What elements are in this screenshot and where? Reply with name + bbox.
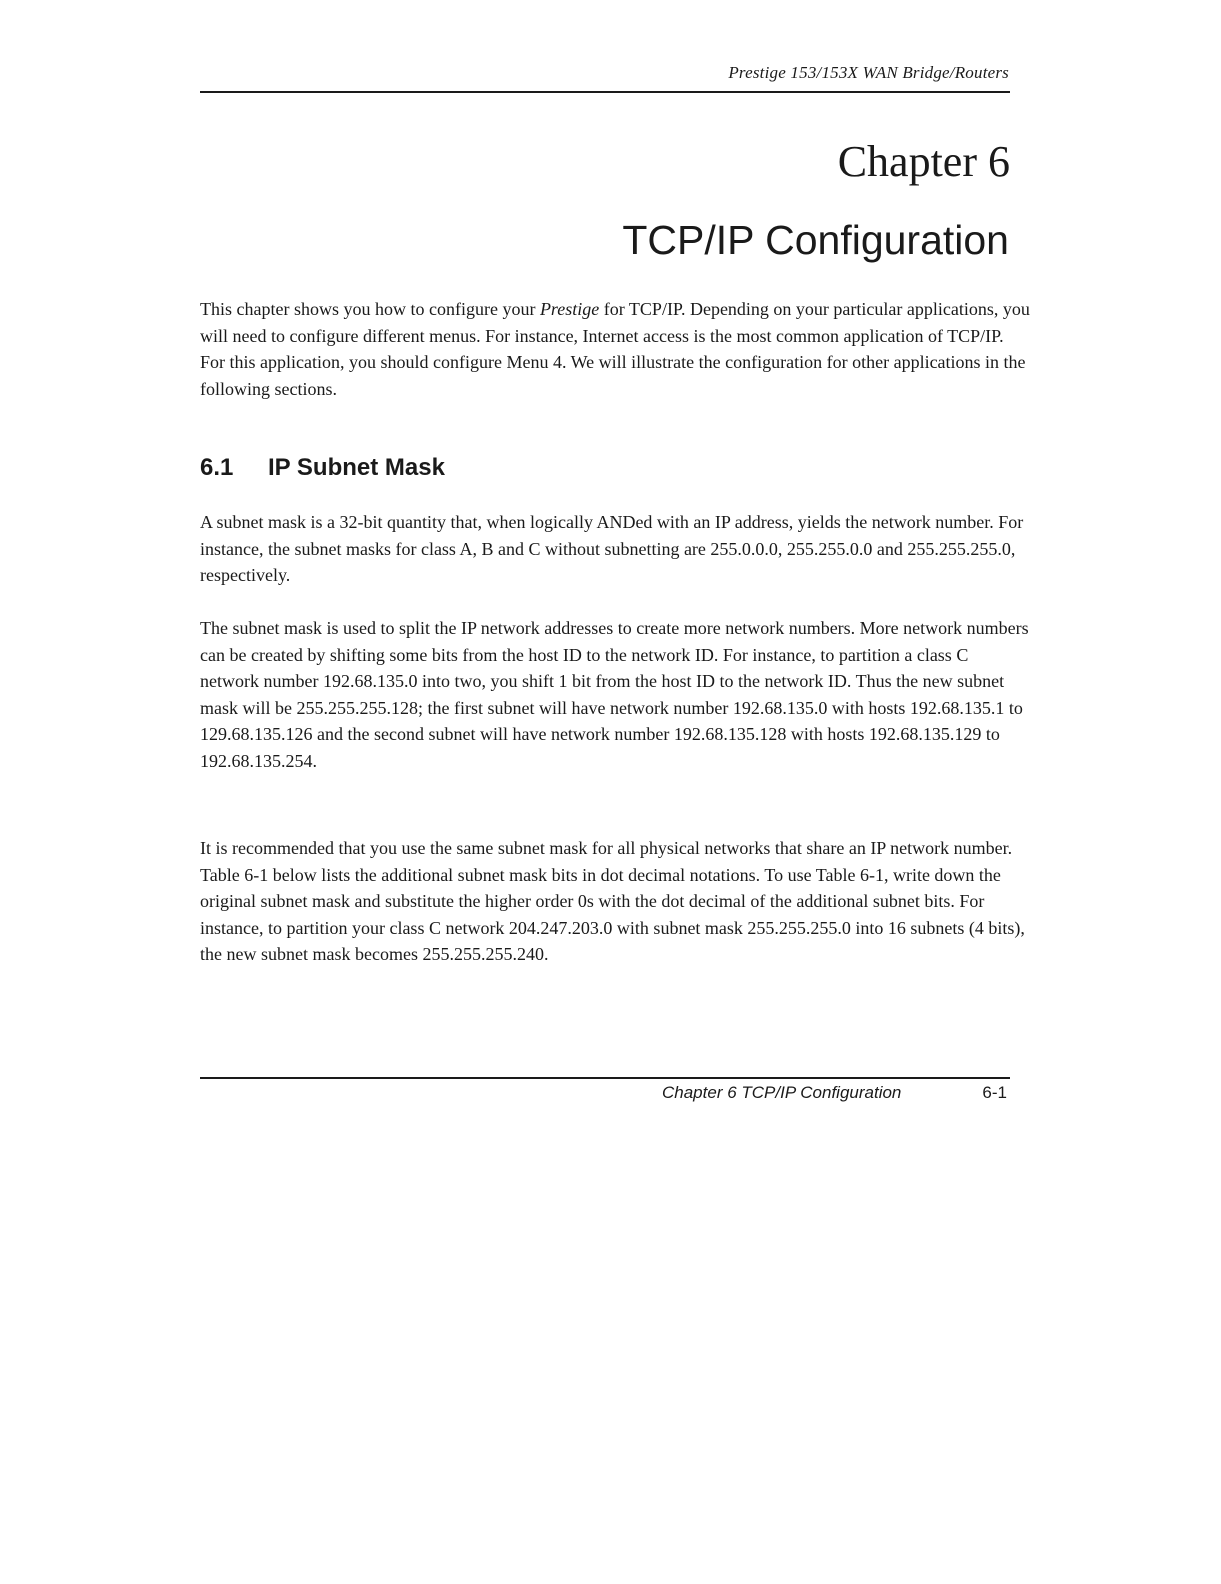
section-title: IP Subnet Mask <box>268 454 445 481</box>
paragraph-text: The subnet mask is used to split the IP network addresses to create more network numbers. More network numbers can be created by shifting some bits from the host ID to the network ID. For instance, to partition a class C network number 192.68.135.0 into two, you shift 1 bit from the host ID to the network ID. Thus the new subnet mask will be 255.255.255.128; the first subnet will have network number 192.68.135.0 with hosts 192.68.135.1 to 129.68.135.126 and the second subnet will have network number 192.68.135.128 with hosts 192.68.135.129 to 192.68.135.254. <box>200 618 1029 771</box>
intro-text-part1: This chapter shows you how to configure your <box>200 299 540 319</box>
paragraph-text: A subnet mask is a 32-bit quantity that, when logically ANDed with an IP address, yields the network number. For instance, the subnet masks for class A, B and C without subnetting are 255.0.0.0, 255.255.0.0 and 255.255.255.0, respectively. <box>200 512 1024 585</box>
page-number: 6-1 <box>982 1083 1007 1102</box>
intro-product-name: Prestige <box>539 299 600 319</box>
subnet-paragraph-3 <box>200 835 1030 968</box>
chapter-title: TCP/IP Configuration <box>622 217 1009 263</box>
subnet-paragraph-1 <box>200 509 1030 589</box>
section-number: 6.1 <box>200 454 234 481</box>
section-heading <box>200 456 445 480</box>
intro-text-part2: for TCP/IP. Depending on your particular applications, you will need to configure different menus. For instance, Internet access is the most common application of TCP/IP. For this application, you should configure Menu 4. We will illustrate the configuration for other applications in the following sections. <box>200 299 1030 399</box>
subnet-paragraph-2 <box>200 615 1030 774</box>
header-divider <box>200 91 1010 93</box>
intro-paragraph <box>200 296 1030 402</box>
chapter-label: Chapter 6 <box>837 137 1010 186</box>
footer-chapter-ref: Chapter 6 TCP/IP Configuration <box>662 1083 902 1102</box>
paragraph-text: It is recommended that you use the same subnet mask for all physical networks that share an IP network number. Table 6-1 below lists the additional subnet mask bits in dot decimal notations. To use Table 6-1, write down the original subnet mask and substitute the higher order 0s with the dot decimal of the additional subnet bits. For instance, to partition your class C network 204.247.203.0 with subnet mask 255.255.255.0 into 16 subnets (4 bits), the new subnet mask becomes 255.255.255.240. <box>200 838 1025 964</box>
running-header: Prestige 153/153X WAN Bridge/Routers <box>728 63 1009 82</box>
footer-divider <box>200 1077 1010 1079</box>
